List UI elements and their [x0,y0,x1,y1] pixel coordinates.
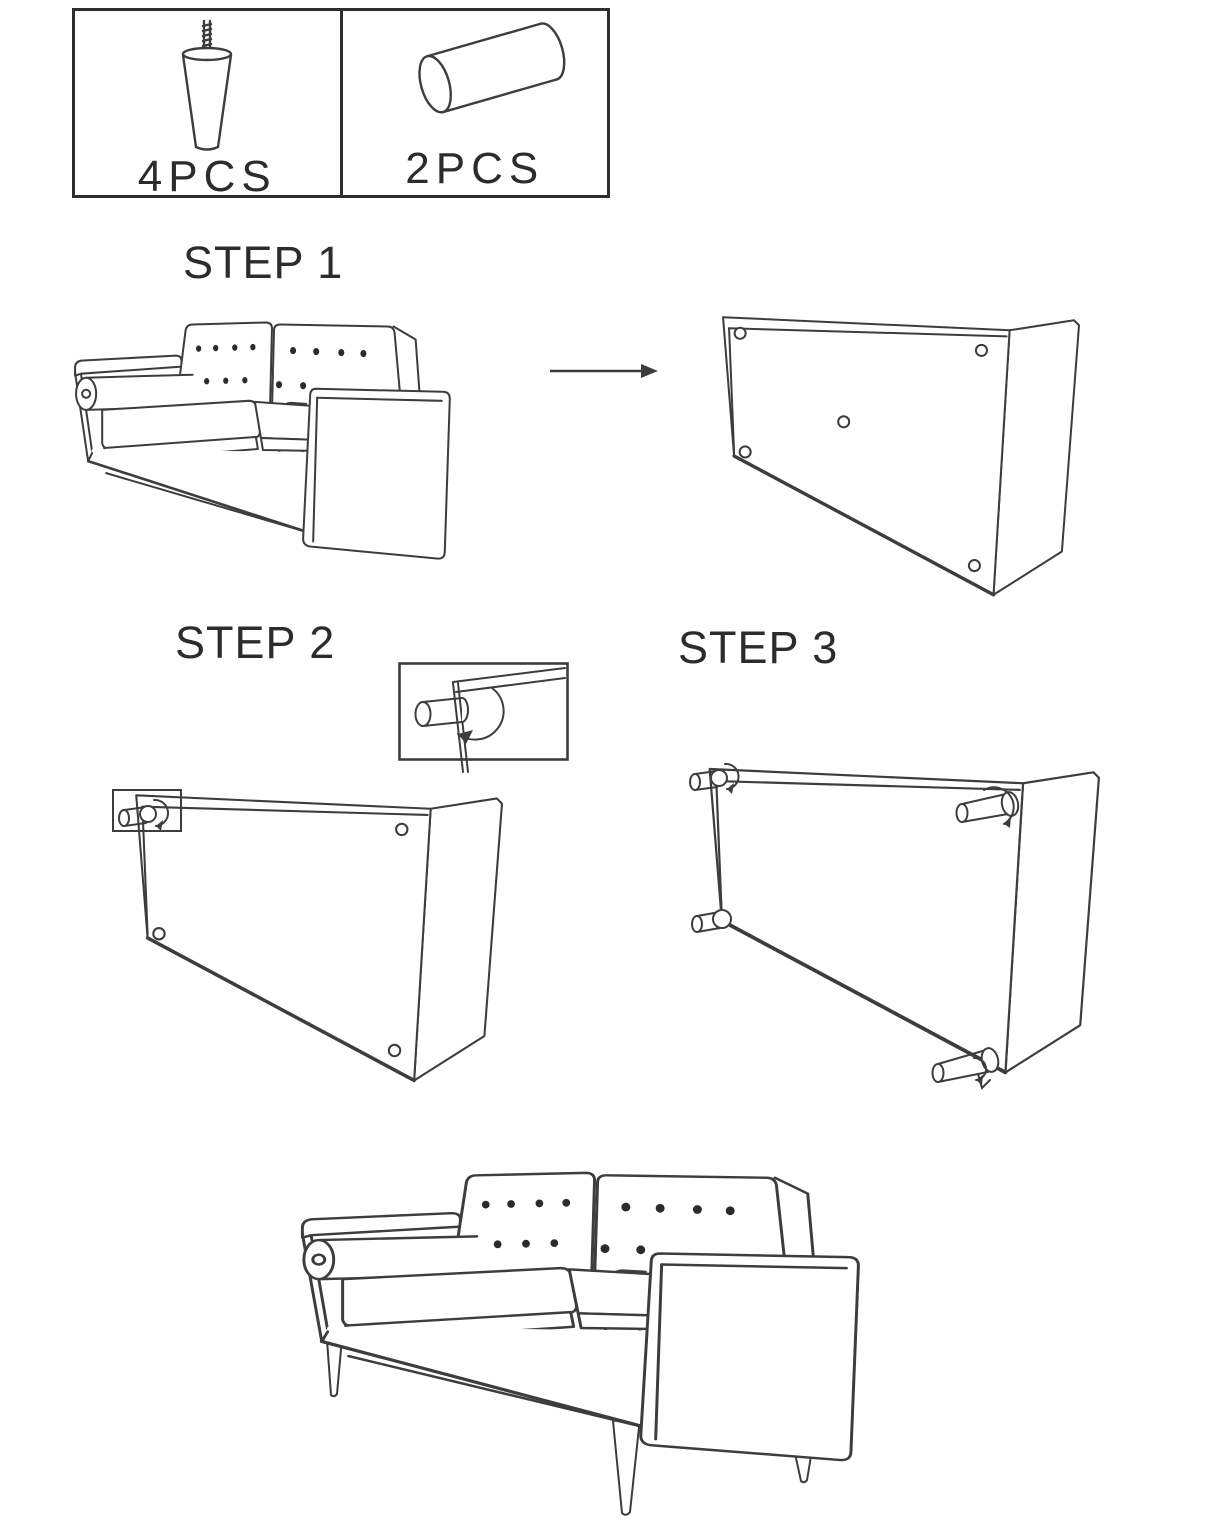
step-1-heading: STEP 1 [183,237,344,288]
step3-bottom-left-cylinder-leg [688,900,742,938]
rotation-arrow-icon [974,1058,986,1080]
step3-sofa-flipped-illustration [702,756,1100,1092]
part-cell-cylinder-leg [340,11,608,195]
part-qty-label: 2PCS [405,144,545,193]
step3-top-left-cylinder-leg [686,762,740,800]
step2-detail-inset [398,662,572,778]
part-cell-tapered-leg [75,11,340,201]
final-assembled-sofa-illustration [283,1144,945,1524]
step1-sofa-flipped-illustration [716,312,1080,606]
cylinder-leg-icon [393,19,583,119]
step-2-heading: STEP 2 [175,617,336,668]
mount-bracket [140,806,156,822]
step3-right-tapered-leg [950,786,1026,830]
step1-sofa-upright-illustration [62,300,494,582]
part-qty-label: 4PCS [137,152,277,201]
step-3-heading: STEP 3 [678,622,839,673]
step2-cylinder-leg-attachment [114,797,170,841]
tapered-leg-icon [157,19,257,155]
mount-bracket [711,770,727,786]
rotation-arrow-head [727,783,734,794]
parts-legend-box [72,8,610,201]
step3-bottom-tapered-leg [926,1040,1006,1092]
rotation-arrow-head [156,820,163,831]
rotation-arrow-head [1004,816,1011,828]
step2-sofa-flipped-illustration [129,790,503,1092]
arrow-right-icon [548,360,660,382]
mount-bracket [713,910,731,928]
